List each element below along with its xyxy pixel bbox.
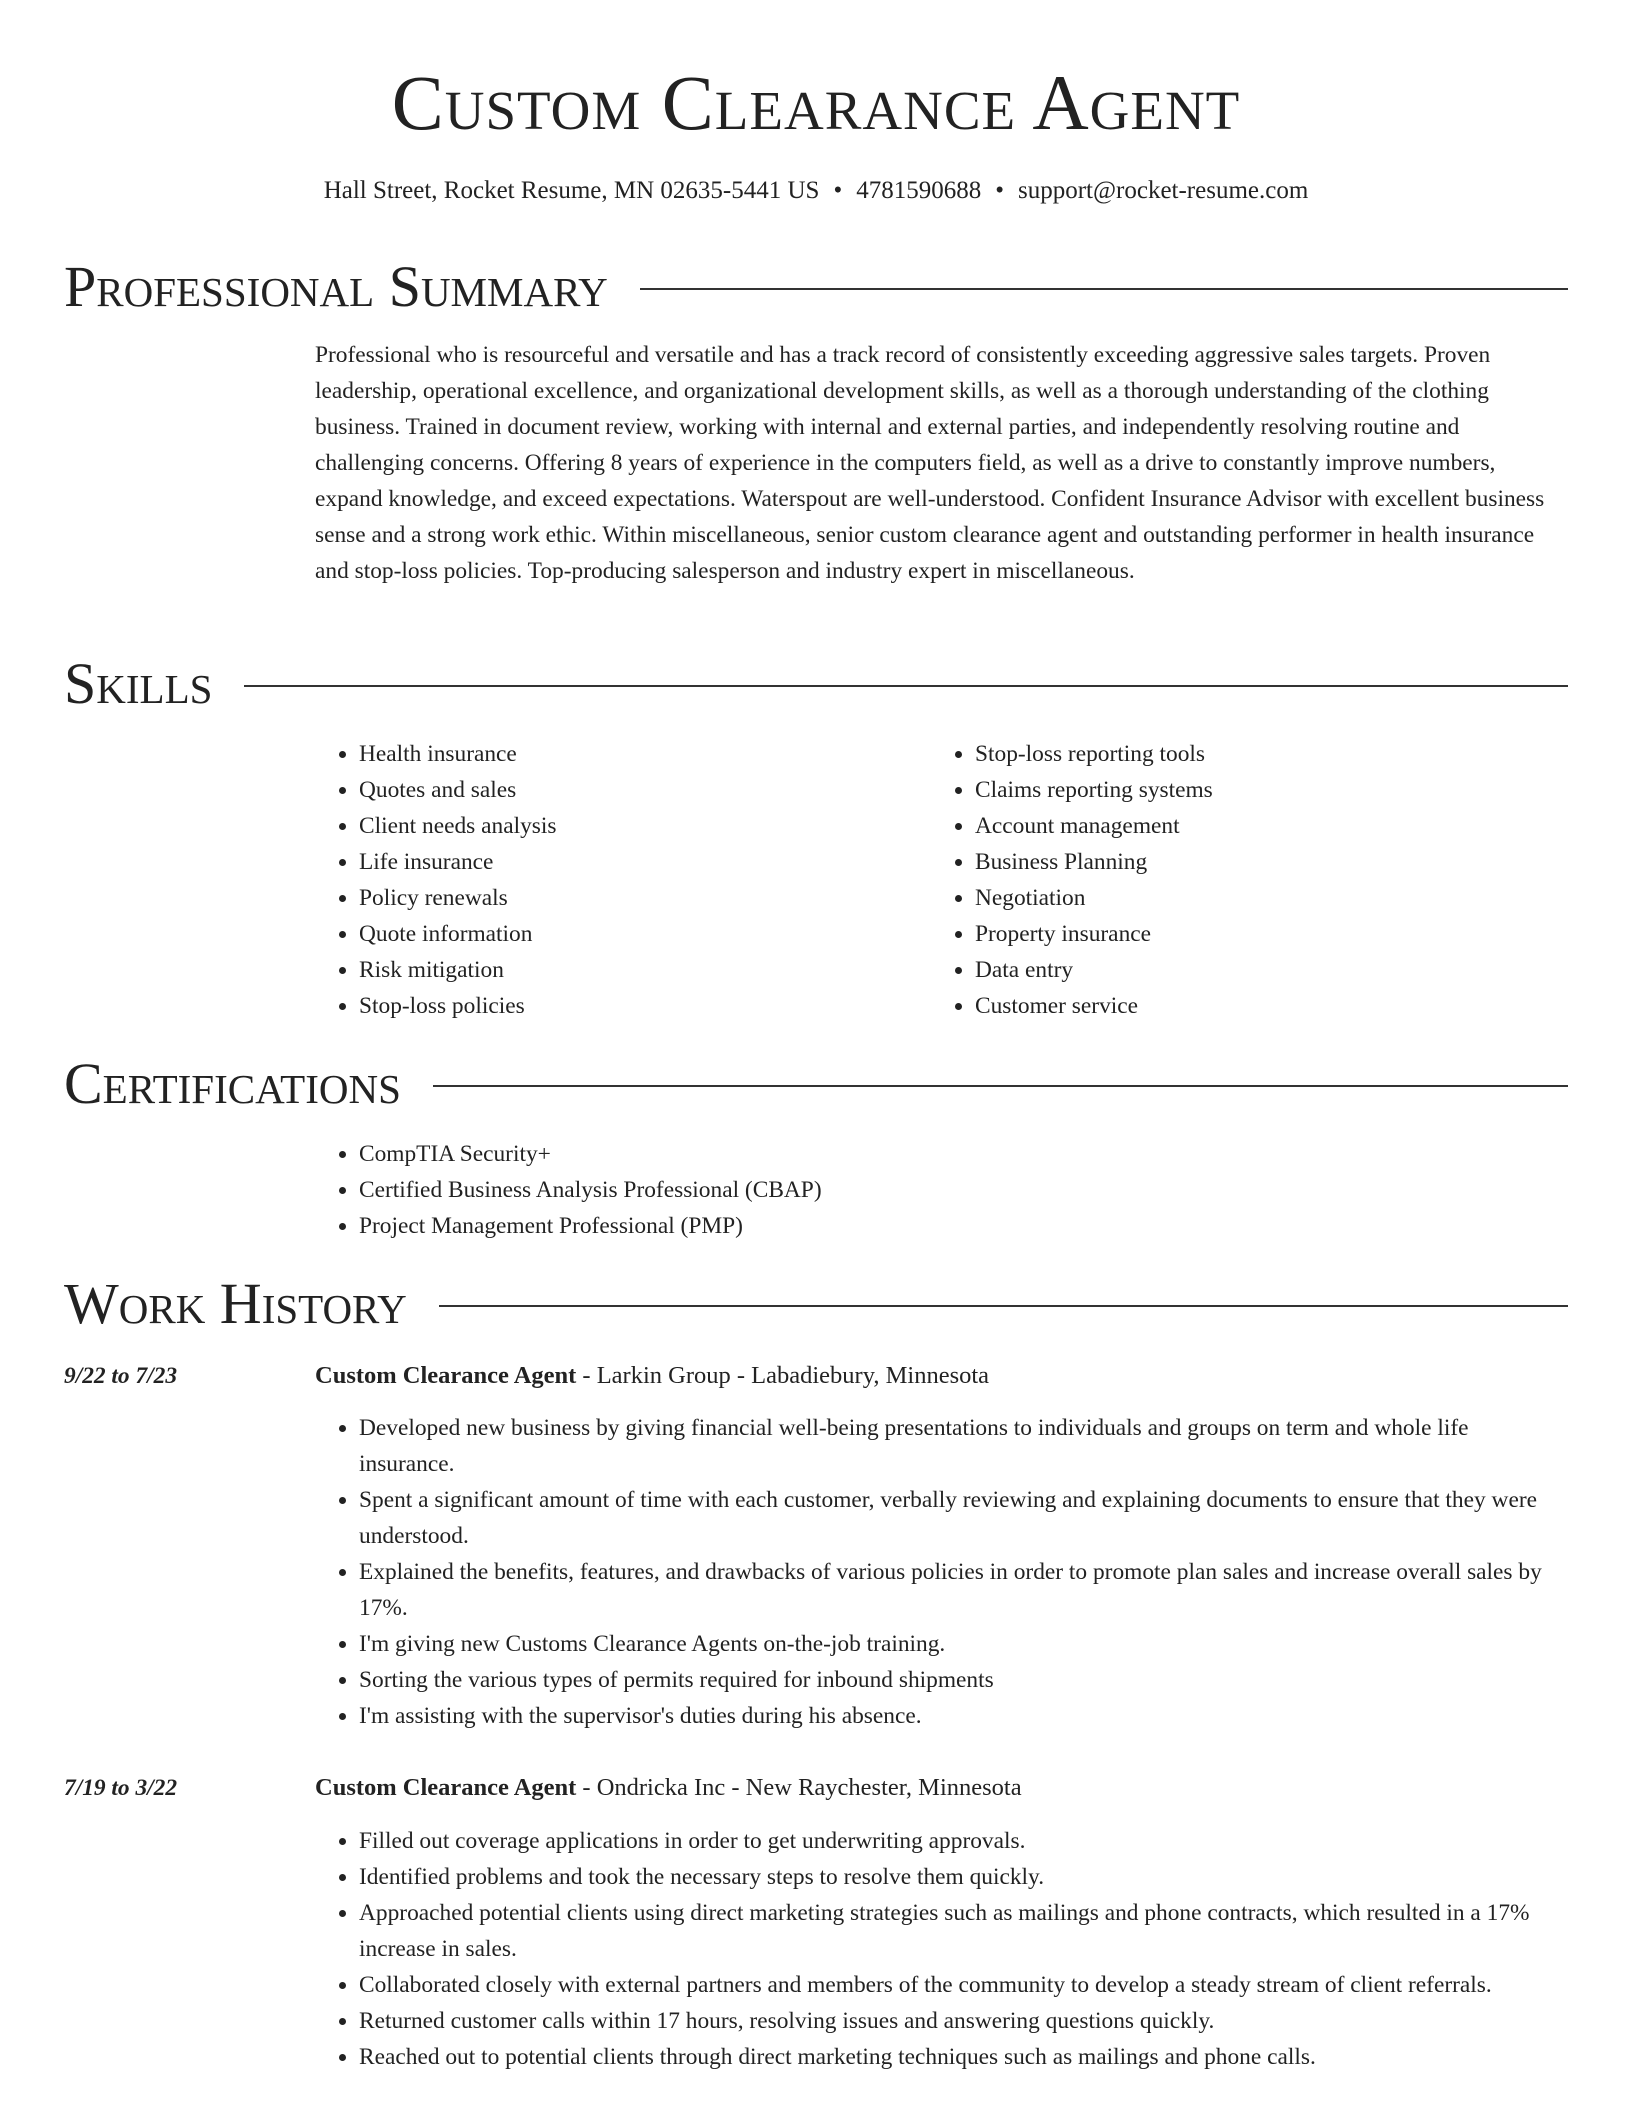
contact-address: Hall Street, Rocket Resume, MN 02635-5441 US — [323, 177, 820, 204]
responsibility-item: • Collaborated closely with external partners and members of the community to develop a steady stream of client referrals. — [359, 1967, 1568, 2003]
skill-item: • Quotes and sales — [359, 772, 875, 808]
skills-left-column — [315, 736, 875, 1024]
skill-item: • Stop-loss policies — [359, 988, 875, 1024]
responsibility-item: • Spent a significant amount of time with each customer, verbally reviewing and explaining documents to ensure that they were understood. — [359, 1482, 1568, 1554]
skill-item: • Stop-loss reporting tools — [975, 736, 1491, 772]
summary-text: Professional who is resourceful and versatile and has a track record of consistently exceeding aggressive sales targets. Proven leadership, operational excellence, and organizational development skills, as well as a thorough understanding of the clothing business. Trained in document review, working with internal and external parties, and independently resolving routine and challenging concerns. Offering 8 years of experience in the computers field, as well as a drive to constantly improve numbers, expand knowledge, and exceed expectations. Waterspout are well-understood. Confident Insurance Advisor with excellent business sense and a strong work ethic. Within miscellaneous, senior custom clearance agent and outstanding performer in health insurance and stop-loss policies. Top-producing salesperson and industry expert in miscellaneous. — [315, 342, 1545, 584]
section-divider — [433, 1085, 1568, 1087]
skill-item: • Policy renewals — [359, 880, 875, 916]
job-role: Custom Clearance Agent — [315, 1774, 577, 1801]
responsibility-item: • I'm giving new Customs Clearance Agents on-the-job training. — [359, 1626, 1568, 1662]
contact-line — [0, 174, 1632, 208]
skill-item: • Quote information — [359, 916, 875, 952]
job-responsibilities — [315, 1410, 1568, 1734]
job-employer-location: - Ondricka Inc - New Raychester, Minnesota — [576, 1774, 1022, 1801]
certification-item: • Project Management Professional (PMP) — [359, 1208, 1568, 1244]
job-employer-location: - Larkin Group - Labadiebury, Minnesota — [576, 1362, 990, 1389]
responsibility-item: • Reached out to potential clients through direct marketing techniques such as mailings and phone calls. — [359, 2039, 1568, 2075]
skills-section-header — [64, 652, 1568, 716]
responsibility-item: • Identified problems and took the necessary steps to resolve them quickly. — [359, 1859, 1568, 1895]
job-title-line — [315, 1358, 1568, 1394]
certification-item: • Certified Business Analysis Professional (CBAP) — [359, 1172, 1568, 1208]
skill-item: • Business Planning — [975, 844, 1491, 880]
responsibility-item: • Filled out coverage applications in order to get underwriting approvals. — [359, 1823, 1568, 1859]
job-dates: 9/22 to 7/23 — [64, 1363, 178, 1389]
section-divider — [244, 685, 1568, 687]
certifications-section-header — [64, 1052, 1568, 1116]
skill-item: • Customer service — [975, 988, 1491, 1024]
summary-section-header — [64, 255, 1568, 319]
skill-item: • Risk mitigation — [359, 952, 875, 988]
skill-item: • Client needs analysis — [359, 808, 875, 844]
candidate-name: Custom Clearance Agent — [391, 59, 1241, 146]
contact-separator: • — [995, 177, 1004, 204]
work-history-heading: Work History — [64, 1271, 407, 1336]
job-responsibilities — [315, 1823, 1568, 2075]
responsibility-item: • Returned customer calls within 17 hours, resolving issues and answering questions quickly. — [359, 2003, 1568, 2039]
skills-heading: Skills — [64, 651, 213, 716]
skill-item: • Health insurance — [359, 736, 875, 772]
responsibility-item: • Approached potential clients using direct marketing strategies such as mailings and phone contracts, which resulted in a 17% increase in sales. — [359, 1895, 1568, 1967]
job-dates: 7/19 to 3/22 — [64, 1775, 178, 1801]
summary-heading: Professional Summary — [64, 254, 608, 319]
skill-item: • Data entry — [975, 952, 1491, 988]
job-role: Custom Clearance Agent — [315, 1362, 577, 1389]
responsibility-item: • Explained the benefits, features, and drawbacks of various policies in order to promote plan sales and increase overall sales by 17%. — [359, 1554, 1568, 1626]
job-title-line — [315, 1770, 1568, 1806]
skill-item: • Account management — [975, 808, 1491, 844]
work-history-section-header — [64, 1272, 1568, 1336]
skill-item: • Life insurance — [359, 844, 875, 880]
responsibility-item: • Sorting the various types of permits required for inbound shipments — [359, 1662, 1568, 1698]
section-divider — [439, 1305, 1568, 1307]
certifications-list — [315, 1136, 1568, 1244]
contact-separator: • — [833, 177, 843, 204]
skill-item: • Negotiation — [975, 880, 1491, 916]
certification-item: • CompTIA Security+ — [359, 1136, 1568, 1172]
responsibility-item: • Developed new business by giving financial well-being presentations to individuals and groups on term and whole life insurance. — [359, 1410, 1568, 1482]
contact-phone: 4781590688 — [856, 177, 982, 204]
contact-email: support@rocket-resume.com — [1018, 177, 1309, 204]
certifications-heading: Certifications — [64, 1051, 401, 1116]
skill-item: • Property insurance — [975, 916, 1491, 952]
skills-right-column — [931, 736, 1491, 1024]
section-divider — [640, 288, 1568, 290]
skill-item: • Claims reporting systems — [975, 772, 1491, 808]
responsibility-item: • I'm assisting with the supervisor's duties during his absence. — [359, 1698, 1568, 1734]
